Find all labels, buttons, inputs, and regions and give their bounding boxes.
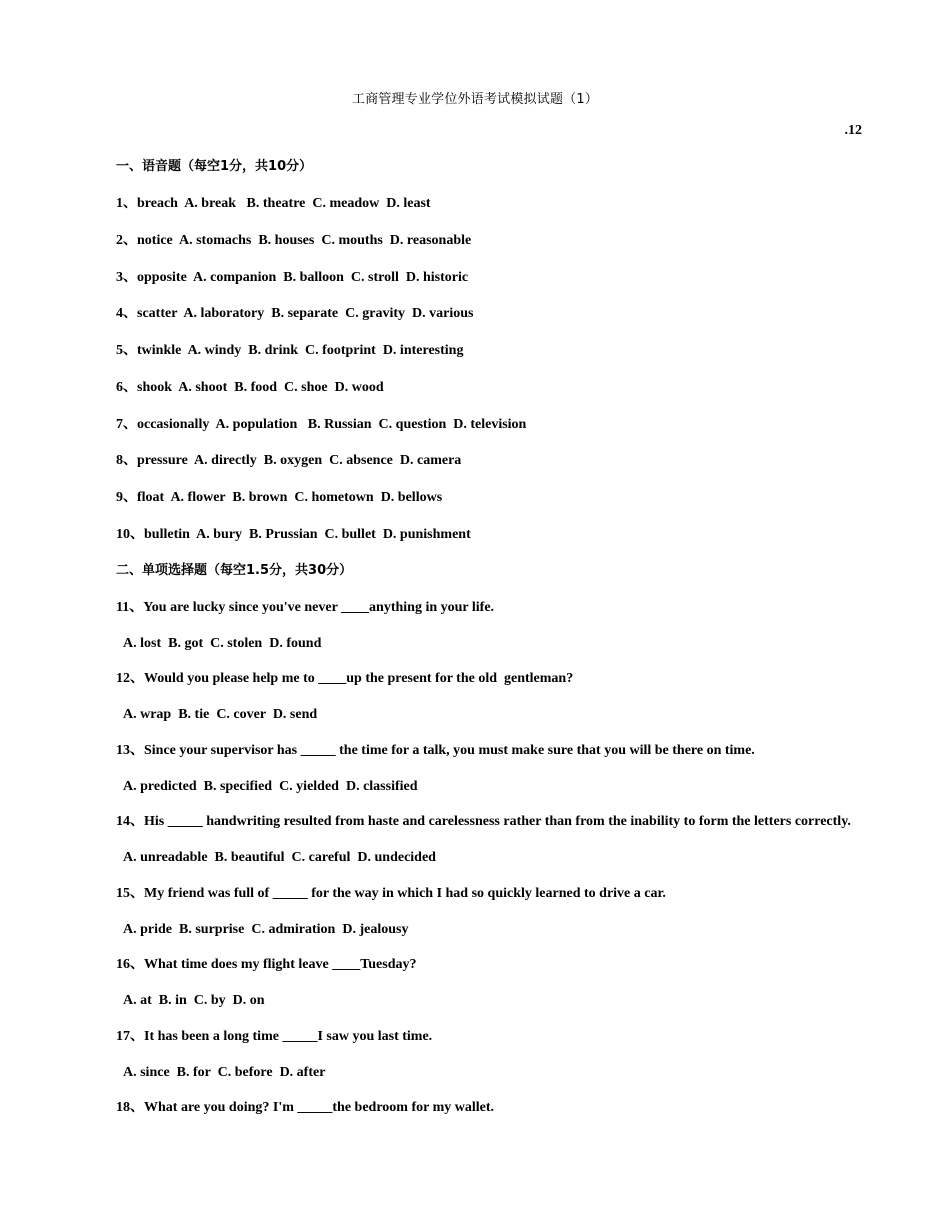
question-line: 6、shook A. shoot B. food C. shoe D. wood	[116, 380, 384, 395]
answer-options: A. pride B. surprise C. admiration D. jealousy	[123, 922, 409, 937]
answer-options: A. wrap B. tie C. cover D. send	[123, 707, 318, 722]
question-line: 13、Since your supervisor has _____ the time for a talk, you must make sure that you will be there on time.	[116, 743, 755, 758]
question-line: 3、opposite A. companion B. balloon C. stroll D. historic	[116, 270, 469, 285]
question-line: 16、What time does my flight leave ____Tuesday?	[116, 957, 417, 972]
question-line: 4、scatter A. laboratory B. separate C. gravity D. various	[116, 306, 474, 321]
question-line: 1、breach A. break B. theatre C. meadow D. least	[116, 196, 431, 211]
question-line: 2、notice A. stomachs B. houses C. mouths D. reasonable	[116, 233, 472, 248]
question-line: 18、What are you doing? I'm _____the bedroom for my wallet.	[116, 1100, 494, 1115]
date-label: .12	[844, 123, 862, 138]
question-line: 5、twinkle A. windy B. drink C. footprint D. interesting	[116, 343, 464, 358]
question-line: 9、float A. flower B. brown C. hometown D. bellows	[116, 490, 443, 505]
page-title: 工商管理专业学位外语考试模拟试题（1）	[351, 92, 599, 107]
question-line: 12、Would you please help me to ____up the present for the old gentleman?	[116, 671, 574, 686]
question-line: 8、pressure A. directly B. oxygen C. absence D. camera	[116, 453, 462, 468]
question-line: 14、His _____ handwriting resulted from haste and carelessness rather than from the inability to form the letters correctly.	[116, 814, 851, 829]
answer-options: A. unreadable B. beautiful C. careful D. undecided	[123, 850, 436, 865]
question-line: 10、bulletin A. bury B. Prussian C. bullet D. punishment	[116, 527, 471, 542]
question-line: 7、occasionally A. population B. Russian C. question D. television	[116, 417, 527, 432]
answer-options: A. since B. for C. before D. after	[123, 1065, 326, 1080]
section-heading: 二、单项选择题（每空1.5分，共30分）	[116, 563, 353, 578]
answer-options: A. predicted B. specified C. yielded D. classified	[123, 779, 418, 794]
question-line: 15、My friend was full of _____ for the way in which I had so quickly learned to drive a car.	[116, 886, 666, 901]
question-line: 17、It has been a long time _____I saw you last time.	[116, 1029, 433, 1044]
section-heading: 一、语音题（每空1分，共10分）	[116, 159, 313, 174]
answer-options: A. at B. in C. by D. on	[123, 993, 265, 1008]
answer-options: A. lost B. got C. stolen D. found	[123, 636, 322, 651]
question-line: 11、You are lucky since you've never ____anything in your life.	[116, 600, 495, 615]
